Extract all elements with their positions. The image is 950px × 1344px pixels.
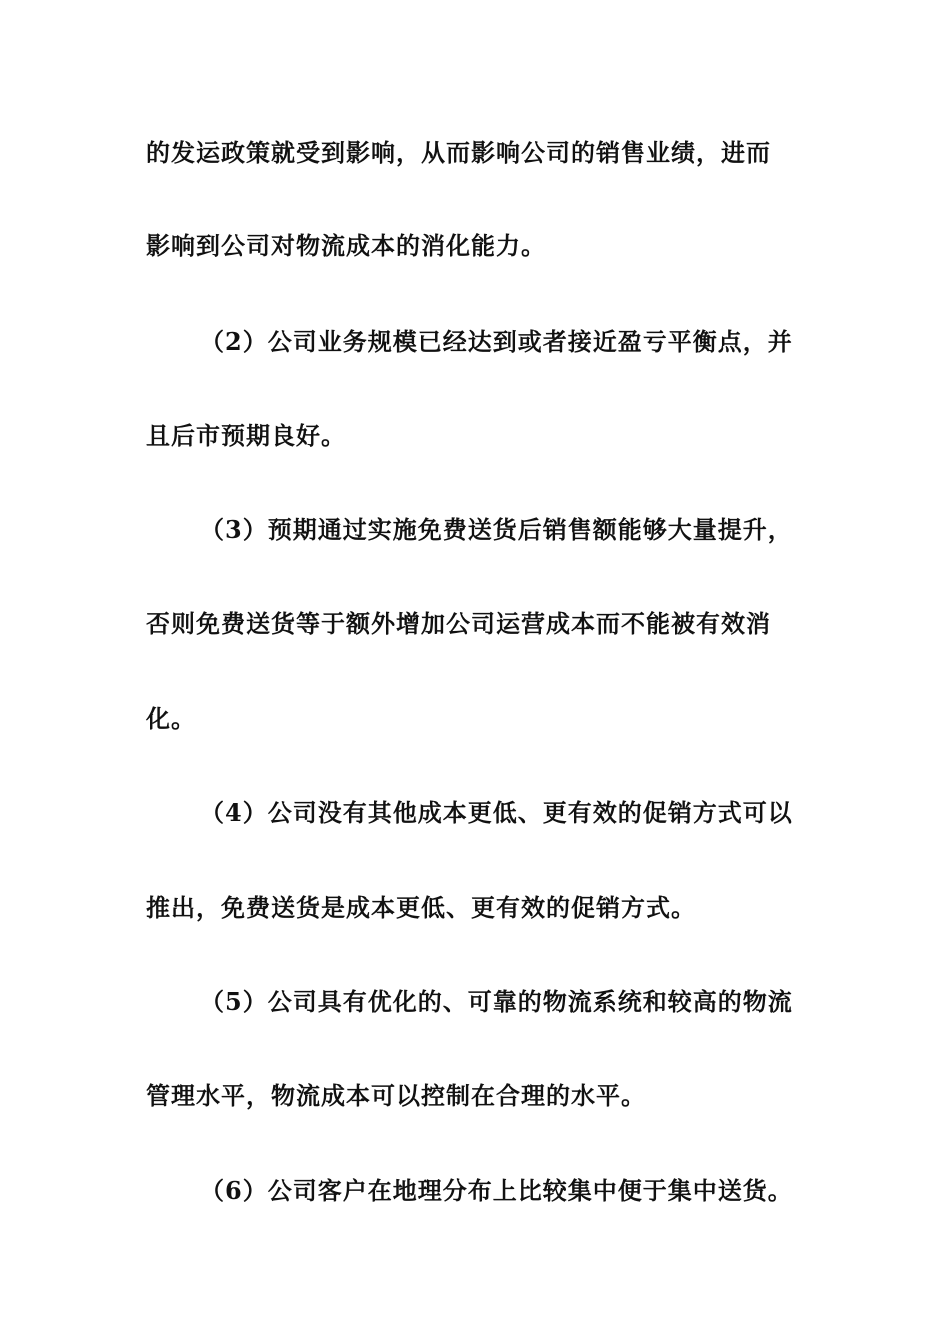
paragraph-line-11: 管理水平，物流成本可以控制在合理的水平。 [146,1081,646,1110]
paragraph-line-6: 否则免费送货等于额外增加公司运营成本而不能被有效消 [146,609,771,638]
paragraph-line-3: （2）公司业务规模已经达到或者接近盈亏平衡点，并 [200,327,793,356]
paragraph-line-2: 影响到公司对物流成本的消化能力。 [146,231,546,260]
paragraph-line-7: 化。 [146,704,196,733]
paragraph-line-5: （3）预期通过实施免费送货后销售额能够大量提升， [200,515,793,544]
paragraph-line-8: （4）公司没有其他成本更低、更有效的促销方式可以 [200,798,793,827]
paragraph-line-9: 推出，免费送货是成本更低、更有效的促销方式。 [146,893,696,922]
paragraph-line-12: （6）公司客户在地理分布上比较集中便于集中送货。 [200,1176,793,1205]
paragraph-line-1: 的发运政策就受到影响，从而影响公司的销售业绩，进而 [146,138,771,167]
paragraph-line-4: 且后市预期良好。 [146,421,346,450]
paragraph-line-10: （5）公司具有优化的、可靠的物流系统和较高的物流 [200,987,793,1016]
